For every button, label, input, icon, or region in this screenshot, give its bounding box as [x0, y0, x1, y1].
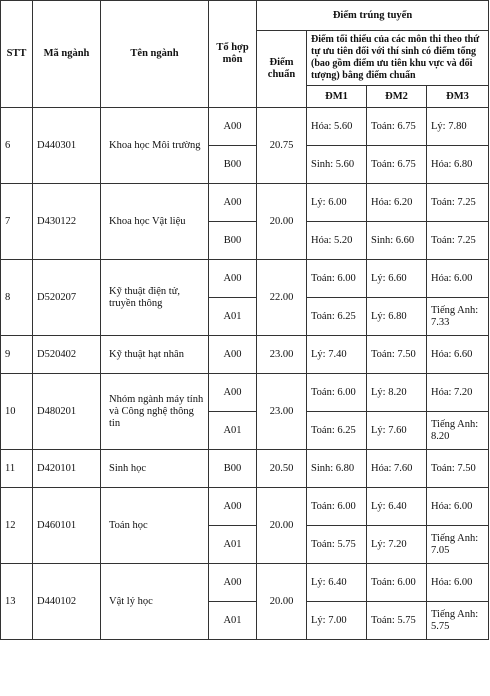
table-row: [1, 184, 489, 222]
cell-dm2: Lý: 7.60: [367, 412, 427, 450]
header-to-hop-mon: Tổ hợp môn: [209, 1, 257, 108]
cell-to-hop-mon: B00: [209, 450, 257, 488]
cell-ma-nganh: D520402: [33, 336, 101, 374]
cell-stt: 9: [1, 336, 33, 374]
cell-dm1: Toán: 5.75: [307, 526, 367, 564]
cell-ten-nganh: Toán học: [101, 488, 209, 564]
cell-to-hop-mon: A00: [209, 336, 257, 374]
table-row: [1, 564, 489, 602]
cell-to-hop-mon: A00: [209, 374, 257, 412]
header-stt: STT: [1, 1, 33, 108]
cell-ma-nganh: D440301: [33, 108, 101, 184]
cell-ma-nganh: D430122: [33, 184, 101, 260]
cell-dm2: Lý: 6.40: [367, 488, 427, 526]
cell-dm3: Tiếng Anh: 7.33: [427, 298, 489, 336]
cell-dm1: Sinh: 6.80: [307, 450, 367, 488]
cell-diem-chuan: 22.00: [257, 260, 307, 336]
header-diem-toi-thieu: Điểm tối thiểu của các môn thi theo thứ tự ưu tiên đối với thí sinh có điểm tổng (bao gồm điểm ưu tiên khu vực và đối tượng) bằng điểm chuẩn: [307, 31, 489, 86]
cell-ten-nganh: Khoa học Vật liệu: [101, 184, 209, 260]
cell-dm2: Toán: 6.75: [367, 146, 427, 184]
cell-ten-nganh: Khoa học Môi trường: [101, 108, 209, 184]
cell-dm3: Hóa: 6.80: [427, 146, 489, 184]
cell-to-hop-mon: A00: [209, 108, 257, 146]
header-diem-chuan: Điểm chuẩn: [257, 31, 307, 108]
cell-to-hop-mon: A00: [209, 184, 257, 222]
cell-dm2: Hóa: 6.20: [367, 184, 427, 222]
cell-dm1: Toán: 6.00: [307, 488, 367, 526]
cell-dm2: Sinh: 6.60: [367, 222, 427, 260]
table-row: [1, 108, 489, 146]
cell-dm1: Toán: 6.25: [307, 298, 367, 336]
cell-dm1: Toán: 6.00: [307, 260, 367, 298]
cell-dm3: Hóa: 6.60: [427, 336, 489, 374]
cell-stt: 10: [1, 374, 33, 450]
cell-dm1: Lý: 7.00: [307, 602, 367, 640]
table-row: [1, 374, 489, 412]
header-dm1: ĐM1: [307, 86, 367, 108]
cell-dm3: Lý: 7.80: [427, 108, 489, 146]
cell-dm1: Toán: 6.25: [307, 412, 367, 450]
cell-to-hop-mon: A01: [209, 298, 257, 336]
header-ma-nganh: Mã ngành: [33, 1, 101, 108]
cell-dm2: Hóa: 7.60: [367, 450, 427, 488]
cell-dm1: Lý: 6.00: [307, 184, 367, 222]
cell-ma-nganh: D520207: [33, 260, 101, 336]
cell-dm2: Toán: 5.75: [367, 602, 427, 640]
header-diem-trung-tuyen: Điểm trúng tuyển: [257, 1, 489, 31]
cell-dm1: Hóa: 5.60: [307, 108, 367, 146]
table-row: [1, 260, 489, 298]
cell-dm3: Hóa: 6.00: [427, 488, 489, 526]
cell-ten-nganh: Sinh học: [101, 450, 209, 488]
cell-to-hop-mon: A01: [209, 412, 257, 450]
cell-ma-nganh: D420101: [33, 450, 101, 488]
cell-dm3: Tiếng Anh: 5.75: [427, 602, 489, 640]
cell-diem-chuan: 20.75: [257, 108, 307, 184]
cell-ten-nganh: Kỹ thuật điện tử, truyền thông: [101, 260, 209, 336]
cell-dm1: Hóa: 5.20: [307, 222, 367, 260]
cell-dm1: Lý: 7.40: [307, 336, 367, 374]
cell-diem-chuan: 23.00: [257, 374, 307, 450]
cell-stt: 12: [1, 488, 33, 564]
cell-diem-chuan: 20.00: [257, 488, 307, 564]
cell-to-hop-mon: A01: [209, 526, 257, 564]
cell-to-hop-mon: A00: [209, 260, 257, 298]
cell-to-hop-mon: B00: [209, 222, 257, 260]
cell-dm1: Lý: 6.40: [307, 564, 367, 602]
cell-dm3: Hóa: 6.00: [427, 564, 489, 602]
cell-ma-nganh: D480201: [33, 374, 101, 450]
cell-dm3: Tiếng Anh: 8.20: [427, 412, 489, 450]
table-row: [1, 488, 489, 526]
cell-dm3: Toán: 7.50: [427, 450, 489, 488]
cell-dm1: Sinh: 5.60: [307, 146, 367, 184]
cell-stt: 13: [1, 564, 33, 640]
cell-diem-chuan: 23.00: [257, 336, 307, 374]
cell-stt: 8: [1, 260, 33, 336]
cell-to-hop-mon: A00: [209, 488, 257, 526]
cell-dm2: Lý: 6.80: [367, 298, 427, 336]
cell-diem-chuan: 20.50: [257, 450, 307, 488]
table-header: [1, 1, 489, 108]
cell-ten-nganh: Kỹ thuật hạt nhân: [101, 336, 209, 374]
header-dm2: ĐM2: [367, 86, 427, 108]
cell-dm1: Toán: 6.00: [307, 374, 367, 412]
cell-dm2: Toán: 6.75: [367, 108, 427, 146]
cell-stt: 6: [1, 108, 33, 184]
cell-dm3: Toán: 7.25: [427, 184, 489, 222]
cell-to-hop-mon: A00: [209, 564, 257, 602]
cell-dm3: Hóa: 7.20: [427, 374, 489, 412]
header-dm3: ĐM3: [427, 86, 489, 108]
table-row: [1, 336, 489, 374]
table-body: [1, 108, 489, 640]
cell-ma-nganh: D460101: [33, 488, 101, 564]
cell-dm2: Toán: 6.00: [367, 564, 427, 602]
cell-diem-chuan: 20.00: [257, 564, 307, 640]
cell-diem-chuan: 20.00: [257, 184, 307, 260]
cell-to-hop-mon: B00: [209, 146, 257, 184]
cell-ten-nganh: Vật lý học: [101, 564, 209, 640]
cell-to-hop-mon: A01: [209, 602, 257, 640]
cell-dm2: Lý: 7.20: [367, 526, 427, 564]
cell-dm2: Lý: 8.20: [367, 374, 427, 412]
cell-dm3: Hóa: 6.00: [427, 260, 489, 298]
cell-ten-nganh: Nhóm ngành máy tính và Công nghệ thông tin: [101, 374, 209, 450]
cell-stt: 11: [1, 450, 33, 488]
cell-dm2: Lý: 6.60: [367, 260, 427, 298]
cell-ma-nganh: D440102: [33, 564, 101, 640]
cell-dm3: Tiếng Anh: 7.05: [427, 526, 489, 564]
header-ten-nganh: Tên ngành: [101, 1, 209, 108]
table-row: [1, 450, 489, 488]
cell-dm3: Toán: 7.25: [427, 222, 489, 260]
cell-stt: 7: [1, 184, 33, 260]
cell-dm2: Toán: 7.50: [367, 336, 427, 374]
